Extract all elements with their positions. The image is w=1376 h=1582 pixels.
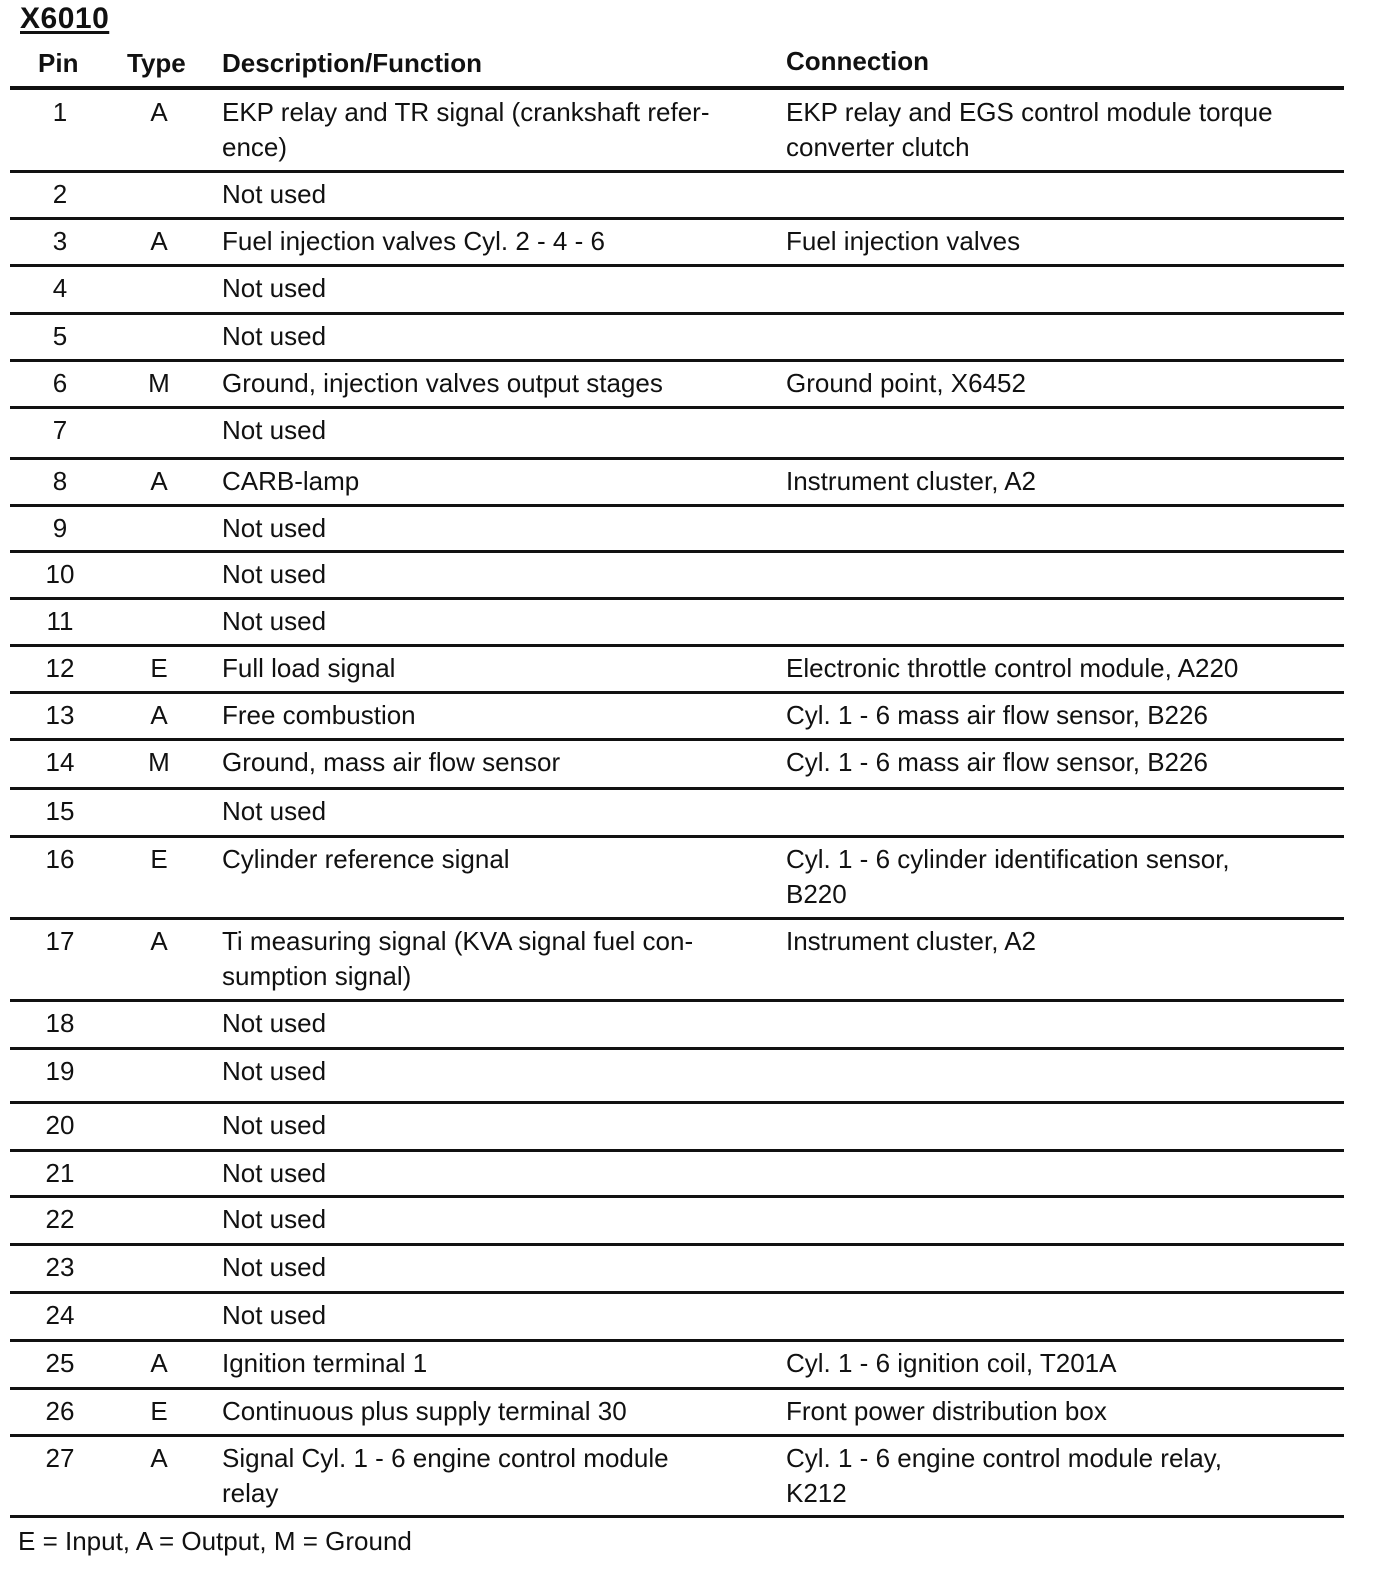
description-cell: CARB-lamp (222, 466, 360, 496)
table-row (10, 91, 1344, 173)
pin-cell: 20 (45, 1110, 75, 1140)
description-cell: Not used (222, 559, 327, 589)
table-row (10, 1002, 1344, 1050)
table-row (10, 1342, 1344, 1390)
table-row (10, 694, 1344, 741)
type-cell: M (148, 747, 170, 777)
pin-cell: 26 (45, 1396, 75, 1426)
table-row (10, 1152, 1344, 1198)
table-row (10, 790, 1344, 838)
table-row (10, 460, 1344, 507)
type-cell: E (150, 844, 168, 874)
table-row (10, 362, 1344, 409)
pin-cell: 2 (52, 179, 68, 209)
type-cell: A (150, 926, 168, 956)
pin-cell: 9 (52, 513, 68, 543)
connection-cell: Cyl. 1 - 6 engine control module relay, K212 (786, 1443, 1222, 1508)
type-cell: A (150, 466, 168, 496)
table-row (10, 1246, 1344, 1294)
description-cell: Not used (222, 1252, 327, 1282)
connection-cell: Electronic throttle control module, A220 (786, 653, 1239, 683)
pin-cell: 6 (52, 368, 68, 398)
table-row (10, 600, 1344, 647)
description-cell: Continuous plus supply terminal 30 (222, 1396, 627, 1426)
table-row (10, 1050, 1344, 1104)
pin-cell: 1 (52, 97, 68, 127)
description-cell: Not used (222, 1300, 327, 1330)
description-cell: Free combustion (222, 700, 416, 730)
table-row (10, 1390, 1344, 1437)
table-row (10, 315, 1344, 362)
table-row (10, 173, 1344, 220)
table-header (0, 44, 1376, 84)
connection-cell: Ground point, X6452 (786, 368, 1026, 398)
header-pin: Pin (38, 48, 79, 78)
description-cell: Not used (222, 179, 327, 209)
header-connection: Connection (786, 46, 929, 76)
pin-cell: 17 (45, 926, 75, 956)
table-row (10, 507, 1344, 553)
pin-cell: 22 (45, 1204, 75, 1234)
description-cell: Full load signal (222, 653, 396, 683)
type-cell: A (150, 700, 168, 730)
description-cell: Ground, injection valves output stages (222, 368, 663, 398)
header-description: Description/Function (222, 48, 482, 78)
pin-cell: 8 (52, 466, 68, 496)
connection-cell: Cyl. 1 - 6 cylinder identification sensor, B220 (786, 844, 1230, 909)
description-cell: Not used (222, 1158, 327, 1188)
table-row (10, 220, 1344, 267)
pin-cell: 4 (52, 273, 68, 303)
type-cell: A (150, 97, 168, 127)
header-divider (10, 86, 1344, 90)
table-row (10, 553, 1344, 600)
type-cell: M (148, 368, 170, 398)
description-cell: Not used (222, 1110, 327, 1140)
connection-cell: Cyl. 1 - 6 ignition coil, T201A (786, 1348, 1117, 1378)
pin-cell: 5 (52, 321, 68, 351)
description-cell: Not used (222, 1008, 327, 1038)
description-cell: Fuel injection valves Cyl. 2 - 4 - 6 (222, 226, 605, 256)
type-legend: E = Input, A = Output, M = Ground (18, 1526, 412, 1556)
table-row (10, 741, 1344, 790)
pin-cell: 3 (52, 226, 68, 256)
connection-cell: Cyl. 1 - 6 mass air flow sensor, B226 (786, 747, 1208, 777)
table-row (10, 1198, 1344, 1246)
connection-cell: EKP relay and EGS control module torque converter clutch (786, 97, 1273, 162)
description-cell: Cylinder reference signal (222, 844, 510, 874)
connection-cell: Instrument cluster, A2 (786, 926, 1037, 956)
row-divider (10, 1515, 1344, 1518)
description-cell: Ground, mass air flow sensor (222, 747, 561, 777)
table-row (10, 409, 1344, 460)
pin-cell: 21 (45, 1158, 75, 1188)
table-row (10, 267, 1344, 315)
description-cell: Ti measuring signal (KVA signal fuel con- sumption signal) (222, 926, 694, 991)
pin-cell: 7 (52, 415, 68, 445)
pin-cell: 19 (45, 1056, 75, 1086)
table-row (10, 1104, 1344, 1152)
pin-cell: 24 (45, 1300, 75, 1330)
table-row (10, 838, 1344, 920)
type-cell: A (150, 226, 168, 256)
pin-cell: 27 (45, 1443, 75, 1473)
connection-cell: Front power distribution box (786, 1396, 1107, 1426)
header-type: Type (127, 48, 186, 78)
document-title: X6010 (20, 2, 110, 35)
description-cell: Not used (222, 321, 327, 351)
description-cell: Signal Cyl. 1 - 6 engine control module relay (222, 1443, 669, 1508)
pin-cell: 18 (45, 1008, 75, 1038)
description-cell: Not used (222, 1056, 327, 1086)
description-cell: Not used (222, 1204, 327, 1234)
connection-cell: Cyl. 1 - 6 mass air flow sensor, B226 (786, 700, 1208, 730)
table-row (10, 647, 1344, 694)
table-row (10, 1437, 1344, 1518)
connection-cell: Fuel injection valves (786, 226, 1021, 256)
pin-cell: 13 (45, 700, 75, 730)
description-cell: Not used (222, 273, 327, 303)
type-cell: A (150, 1348, 168, 1378)
description-cell: Not used (222, 513, 327, 543)
description-cell: Not used (222, 796, 327, 826)
pin-cell: 16 (45, 844, 75, 874)
connection-cell: Instrument cluster, A2 (786, 466, 1037, 496)
table-row (10, 1294, 1344, 1342)
type-cell: E (150, 653, 168, 683)
table-row (10, 920, 1344, 1002)
description-cell: EKP relay and TR signal (crankshaft refer- ence) (222, 97, 710, 162)
pin-cell: 12 (45, 653, 75, 683)
pin-cell: 10 (45, 559, 75, 589)
description-cell: Not used (222, 606, 327, 636)
pin-cell: 15 (45, 796, 75, 826)
type-cell: E (150, 1396, 168, 1426)
type-cell: A (150, 1443, 168, 1473)
pin-cell: 23 (45, 1252, 75, 1282)
description-cell: Not used (222, 415, 327, 445)
description-cell: Ignition terminal 1 (222, 1348, 428, 1378)
pin-cell: 25 (45, 1348, 75, 1378)
pin-cell: 11 (46, 606, 74, 636)
pin-cell: 14 (45, 747, 75, 777)
